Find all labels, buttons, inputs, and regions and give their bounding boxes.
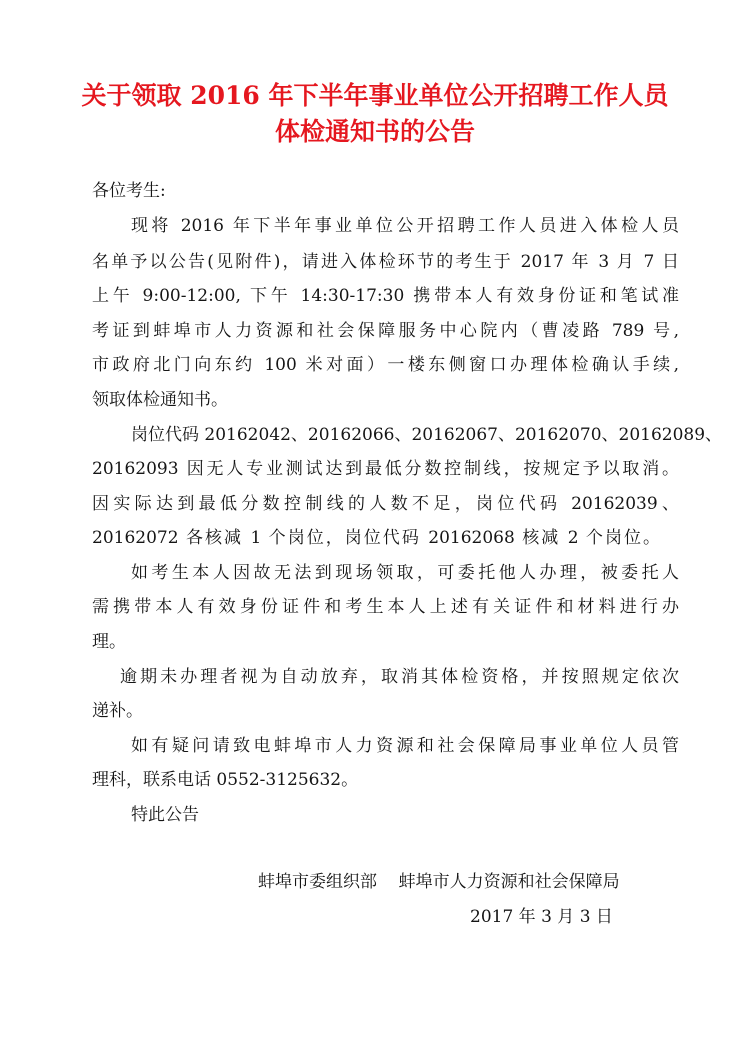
para5-line-2: 理科，联系电话 0552-3125632。 bbox=[92, 770, 359, 790]
notice-title-line-1: 关于领取 2016 年下半年事业单位公开招聘工作人员 bbox=[81, 81, 669, 110]
notice-title-line-2: 体检通知书的公告 bbox=[274, 117, 475, 146]
para2-line-3: 因实际达到最低分数控制线的人数不足，岗位代码 20162039、 bbox=[92, 494, 679, 514]
para2-line-1: 岗位代码 20162042、20162066、20162067、20162070、20162089、 bbox=[131, 425, 723, 445]
para1-line-3: 上午 9:00-12:00, 下午 14:30-17:30 携带本人有效身份证和笔试准 bbox=[92, 286, 679, 306]
para1-line-6: 领取体检通知书。 bbox=[92, 390, 228, 410]
para4-line-1: 逾期未办理者视为自动放弃，取消其体检资格，并按照规定依次 bbox=[120, 667, 679, 687]
salutation: 各位考生: bbox=[92, 181, 166, 201]
para3-line-3: 理。 bbox=[92, 632, 126, 652]
para1-line-1: 现将 2016 年下半年事业单位公开招聘工作人员进入体检人员 bbox=[131, 216, 679, 236]
para2-line-2: 20162093 因无人专业测试达到最低分数控制线，按规定予以取消。 bbox=[92, 459, 679, 479]
para4-line-2: 递补。 bbox=[92, 701, 143, 721]
para1-line-5: 市政府北门向东约 100 米对面）一楼东侧窗口办理体检确认手续, bbox=[92, 355, 679, 375]
closing-text: 特此公告 bbox=[131, 805, 199, 825]
para3-line-1: 如考生本人因故无法到现场领取，可委托他人办理，被委托人 bbox=[131, 563, 679, 583]
para3-line-2: 需携带本人有效身份证件和考生本人上述有关证件和材料进行办 bbox=[92, 597, 679, 617]
para5-line-1: 如有疑问请致电蚌埠市人力资源和社会保障局事业单位人员管 bbox=[131, 736, 679, 756]
issuing-organizations: 蚌埠市委组织部 蚌埠市人力资源和社会保障局 bbox=[258, 872, 620, 892]
issue-date: 2017 年 3 月 3 日 bbox=[470, 907, 613, 927]
para1-line-2: 名单予以公告(见附件)，请进入体检环节的考生于 2017 年 3 月 7 日 bbox=[92, 252, 679, 272]
para2-line-4: 20162072 各核减 1 个岗位，岗位代码 20162068 核减 2 个岗位。 bbox=[92, 528, 660, 548]
para1-line-4: 考证到蚌埠市人力资源和社会保障服务中心院内（曹凌路 789 号, bbox=[92, 321, 679, 341]
